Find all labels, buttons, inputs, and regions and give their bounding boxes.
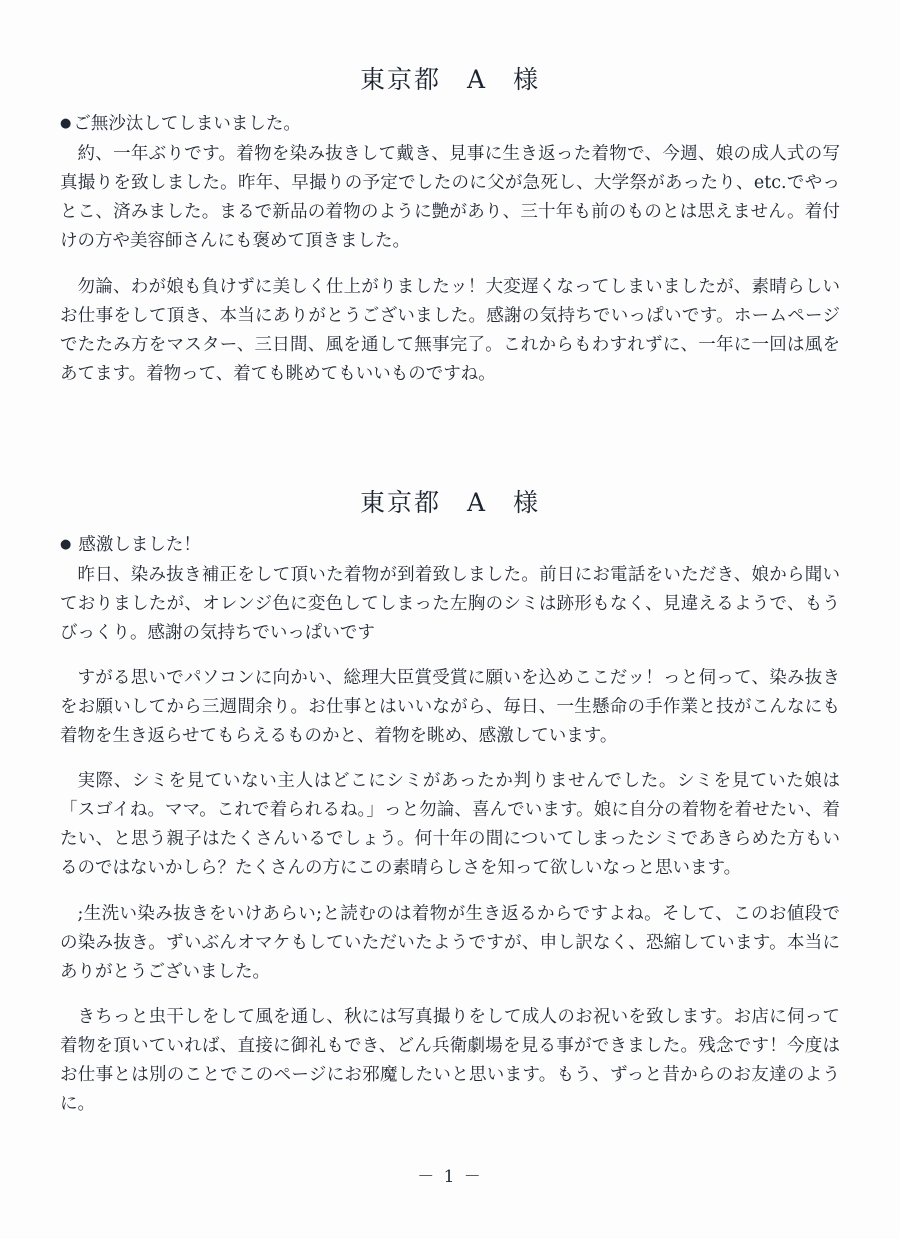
bullet-icon: ● (60, 116, 72, 131)
letter-2-paragraph: ;生洗い染み抜きをいけあらい;と読むのは着物が生き返るからですよね。そして、このお値段での染み抜き。ずいぶんオマケもしていただいたようですが、申し訳なく、恐縮しています。本当にありがとうございました。 (60, 903, 840, 982)
letter-1-title-suffix: 様 (513, 65, 541, 94)
letter-1-title-prefix: 東京都 (359, 65, 441, 94)
letter-2-paragraph: きちっと虫干しをして風を通し、秋には写真撮りをして成人のお祝いを致します。お店に伺って着物を頂いていれば、直接に御礼もでき、どん兵衛劇場を見る事ができました。残念です！今度はお仕事とは別のことでこのページにお邪魔したいと思います。もう、ずっと昔からのお友達のように。 (60, 1006, 840, 1114)
letter-testimonial-1 (60, 60, 840, 389)
letter-2-title-suffix: 様 (513, 487, 541, 517)
letter-2-title-name: A (466, 487, 488, 517)
page-number: － 1 － (417, 1167, 483, 1187)
letter-testimonial-2 (60, 483, 840, 1119)
page-content (60, 40, 840, 1200)
bullet-icon: ● (60, 536, 72, 552)
letter-2-title-prefix: 東京都 (359, 487, 441, 517)
letter-2-salutation (60, 531, 840, 559)
letter-2-paragraph: 昨日、染み抜き補正をして頂いた着物が到着致しました。前日にお電話をいただき、娘から聞いておりましたが、オレンジ色に変色してしまった左胸のシミは跡形もなく、見違えるようで、もうびっくり。感謝の気持ちでいっぱいです (60, 565, 840, 644)
letter-1-salutation-text: ご無沙汰してしまいました。 (73, 114, 301, 134)
letter-divider-space (60, 405, 840, 483)
letter-1-paragraph: 勿論、わが娘も負けずに美しく仕上がりましたッ！大変遅くなってしまいましたが、素晴らしいお仕事をして頂き、本当にありがとうございました。感謝の気持ちでいっぱいです。ホームページでたたみ方をマスター、三日間、風を通して無事完了。これからもわすれずに、一年に一回は風をあてます。着物って、着ても眺めてもいいものですね。 (60, 276, 840, 384)
letter-1-salutation (60, 110, 840, 138)
letter-1-paragraph: 約、一年ぶりです。着物を染み抜きして戴き、見事に生き返った着物で、今週、娘の成人式の写真撮りを致しました。昨年、早撮りの予定でしたのに父が急死し、大学祭があったり、etc.でやっとこ、済みました。まるで新品の着物のように艶があり、三十年も前のものとは思えません。着付けの方や美容師さんにも褒めて頂きました。 (60, 144, 840, 252)
letter-1-title-name: A (466, 65, 488, 94)
letter-2-paragraph: すがる思いでパソコンに向かい、総理大臣賞受賞に願いを込めここだッ！っと伺って、染み抜きをお願いしてから三週間余り。お仕事とはいいながら、毎日、一生懸命の手作業と技がこんなにも着物を生き返らせてもらえるものかと、着物を眺め、感激しています。 (60, 668, 840, 747)
letter-1-title (60, 60, 840, 96)
letter-2-salutation-text: 感激しました！ (78, 534, 201, 555)
letter-2-paragraph: 実際、シミを見ていない主人はどこにシミがあったか判りませんでした。シミを見ていた娘は「スゴイね。ママ。これで着られるね。」っと勿論、喜んでいます。娘に自分の着物を着せたい、着たい、と思う親子はたくさんいるでしょう。何十年の間についてしまったシミであきらめた方もいるのではないかしら？たくさんの方にこの素晴らしさを知って欲しいなっと思います。 (60, 771, 840, 879)
letter-2-title (60, 483, 840, 519)
